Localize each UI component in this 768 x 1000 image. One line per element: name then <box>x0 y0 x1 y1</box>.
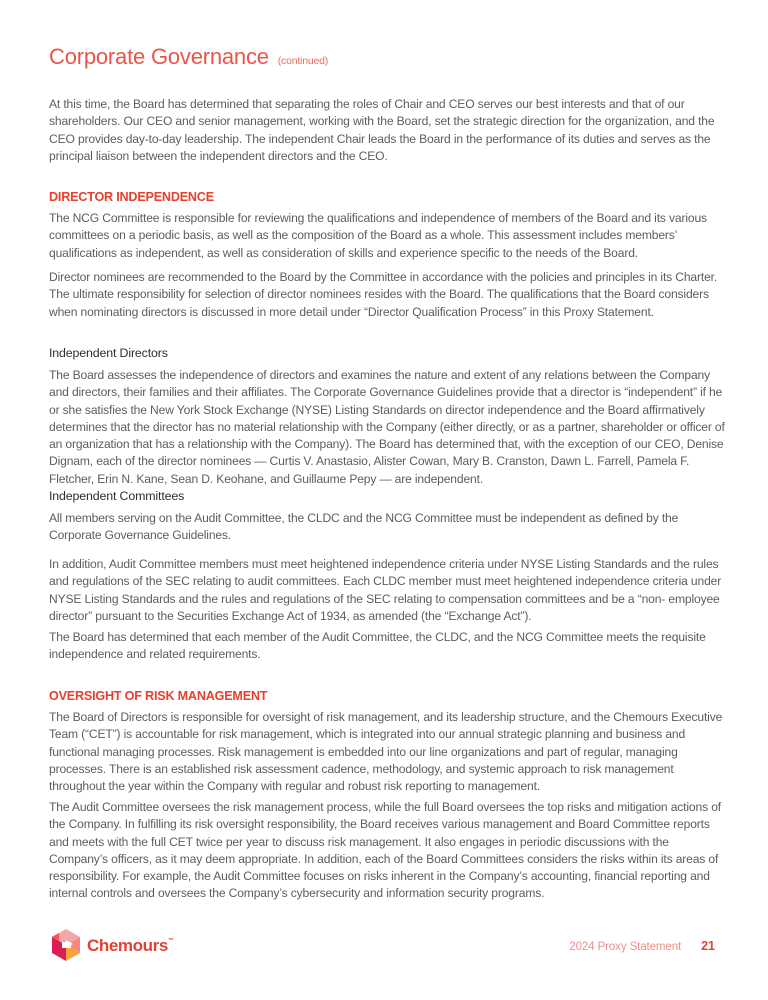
subheading-independent-directors: Independent Directors <box>49 346 168 360</box>
paragraph-text: The Audit Committee oversees the risk management process, while the full Board oversees the top risks and mitigation actions of the Company. In fulfilling its risk oversight responsibility, the Board receives various management and Board Committee reports and meets with the full CET twice per year to discuss risk management. It also engages in periodic discussions with the Company’s officers, as it may deem appropriate. In addition, each of the Board Committees considers the risks within its areas of responsibility. For example, the Audit Committee focuses on risks inherent in the Company’s accounting, financial reporting and internal controls and oversees the Company’s cybersecurity and information security programs. <box>49 800 721 901</box>
document-name: 2024 Proxy Statement <box>569 941 682 953</box>
independent-committees-paragraph-3 <box>49 629 725 664</box>
risk-oversight-paragraph-2 <box>49 799 725 903</box>
paragraph-text: The Board of Directors is responsible for oversight of risk management, and its leadership structure, and the Chemours Executive Team (“CET”) is accountable for risk management, which is integrated into our annual strategic planning and business and functional managing processes. Risk management is embedded into our line organizations and part of regular, managing processes. There is an established risk assessment cadence, methodology, and systemic approach to risk management throughout the year within the Company with regular and robust risk reporting to management. <box>49 710 723 794</box>
subheading-independent-committees: Independent Committees <box>49 489 185 503</box>
section-heading-risk-oversight: OVERSIGHT OF RISK MANAGEMENT <box>49 689 268 703</box>
paragraph-text: The Board assesses the independence of directors and examines the nature and extent of any relations between the Company and directors, their families and their affiliates. The Corporate Governance Guidelines provide that a director is “independent” if he or she satisfies the New York Stock Exchange (NYSE) Listing Standards on director independence and the Board affirmatively determines that the director has no material relationship with the Company (either directly, or as a partner, shareholder or officer of an organization that has a relationship with the Company). The Board has determined that, with the exception of our CEO, Denise Dignam, each of the director nominees — Curtis V. Anastasio, Alister Cowan, Mary B. Cranston, Dawn L. Farrell, Pamela F. Fletcher, Erin N. Kane, Sean D. Keohane, and Guillaume Pepy — are independent. <box>49 368 725 486</box>
independent-committees-paragraph-1 <box>49 510 725 545</box>
page-footer <box>569 939 715 953</box>
paragraph-text: In addition, Audit Committee members must meet heightened independence criteria under NYSE Listing Standards and the rules and regulations of the SEC relating to audit committees. Each CLDC member must meet heightened independence criteria under NYSE Listing Standards and the rules and regulations of the SEC relating to compensation committees and be a “non- employee director” pursuant to the Securities Exchange Act of 1934, as amended (the “Exchange Act”). <box>49 557 722 623</box>
independent-committees-paragraph-2 <box>49 556 725 625</box>
chemours-logo-wordmark <box>87 936 173 956</box>
chemours-logo <box>49 928 173 964</box>
section-heading-director-independence: DIRECTOR INDEPENDENCE <box>49 190 214 204</box>
page-title-suffix: (continued) <box>277 55 329 67</box>
page-title <box>49 44 328 70</box>
paragraph-text: At this time, the Board has determined that separating the roles of Chair and CEO serves our best interests and that of our shareholders. Our CEO and senior management, working with the Board, set the strategic direction for the organization, and the CEO provides day-to-day leadership. The independent Chair leads the Board in the performance of its duties and serves as the principal liaison between the independent directors and the CEO. <box>49 97 715 163</box>
paragraph-text: All members serving on the Audit Committee, the CLDC and the NCG Committee must be independent as defined by the Corporate Governance Guidelines. <box>49 511 679 543</box>
independent-directors-paragraph <box>49 367 725 488</box>
intro-paragraph <box>49 96 725 165</box>
director-independence-paragraph-2 <box>49 269 725 321</box>
paragraph-text: The NCG Committee is responsible for reviewing the qualifications and independence of members of the Board and its various committees on a periodic basis, as well as the composition of the Board as a whole. This assessment includes members’ qualifications as independent, as well as consideration of skills and experience specific to the needs of the Board. <box>49 211 707 260</box>
logo-text: Chemours <box>87 936 168 955</box>
director-independence-paragraph-1 <box>49 210 725 262</box>
page-title-text: Corporate Governance <box>49 44 269 69</box>
trademark-symbol: ™ <box>167 938 174 944</box>
chemours-logo-icon <box>49 928 83 964</box>
page-number: 21 <box>701 939 715 953</box>
paragraph-text: Director nominees are recommended to the Board by the Committee in accordance with the policies and principles in its Charter. The ultimate responsibility for selection of director nominees resides with the Board. The qualifications that the Board considers when nominating directors is discussed in more detail under “Director Qualification Process” in this Proxy Statement. <box>49 270 718 319</box>
risk-oversight-paragraph-1 <box>49 709 725 795</box>
paragraph-text: The Board has determined that each member of the Audit Committee, the CLDC, and the NCG Committee meets the requisite independence and related requirements. <box>49 630 706 662</box>
